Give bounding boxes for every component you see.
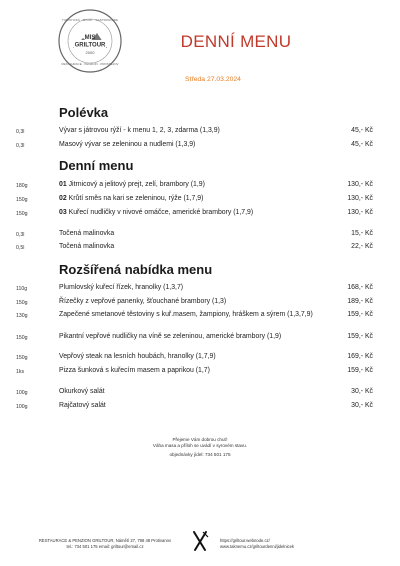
page-title: DENNÍ MENU — [180, 32, 292, 51]
item-weight: 180g — [16, 183, 28, 189]
item-weight: 150g — [16, 211, 28, 217]
item-price: 22,- Kč — [351, 243, 373, 250]
item-name: Rajčatový salát — [59, 402, 106, 409]
item-price: 130,- Kč — [347, 181, 373, 188]
item-price: 30,- Kč — [351, 388, 373, 395]
item-name-wrap — [59, 311, 327, 319]
item-name: Okurkový salát — [59, 388, 105, 395]
section-heading: Rozšířená nabídka menu — [59, 262, 213, 277]
item-weight: 0,5l — [16, 245, 25, 251]
item-number: 03 — [59, 209, 67, 216]
item-name-wrap — [59, 195, 327, 203]
item-name: Masový vývar se zeleninou a nudlemi (1,3,9) — [59, 141, 196, 148]
item-price: 159,- Kč — [347, 333, 373, 340]
item-name-wrap — [59, 298, 327, 306]
item-price: 45,- Kč — [351, 141, 373, 148]
item-number: 02 — [59, 195, 67, 202]
item-name: Řízečky z vepřové panenky, šťouchané brambory (1,3) — [59, 298, 227, 305]
menu-date: Středa 27.03.2024 — [185, 76, 241, 83]
item-name: Točená malinovka — [59, 243, 115, 250]
item-weight: 0,3l — [16, 232, 25, 238]
item-weight: 150g — [16, 197, 28, 203]
footer-note-2: Váha masa a příloh se uvádí v syrovém stavu. — [152, 443, 248, 448]
logo-top-text: TURISTICKÁ · SPORT · GASTRONOMIE — [62, 18, 118, 22]
item-price: 130,- Kč — [347, 209, 373, 216]
menu-item — [0, 298, 400, 310]
item-name-wrap — [59, 230, 327, 238]
logo-mis: MIS — [84, 35, 96, 41]
item-name: Vepřový steak na lesních houbách, hranolky (1,7,9) — [59, 353, 216, 360]
footer-address: RESTAURACE & PENZION GRILTOUR, Námětí 27, 798 48 Protivanov — [38, 538, 172, 543]
item-weight: 0,3l — [16, 129, 25, 135]
item-name: Točená malinovka — [59, 230, 115, 237]
menu-item — [0, 388, 400, 400]
menu-item — [0, 195, 400, 207]
footer-web-1[interactable]: https://griltour.webnode.cz/ — [220, 538, 270, 543]
item-price: 30,- Kč — [351, 402, 373, 409]
item-name-wrap — [59, 243, 327, 251]
item-price: 159,- Kč — [347, 311, 373, 318]
item-price: 15,- Kč — [351, 230, 373, 237]
item-price: 168,- Kč — [347, 284, 373, 291]
menu-item — [0, 209, 400, 221]
footer-note-1: Přejeme Vám dobrou chuť! — [172, 437, 228, 442]
item-weight: 150g — [16, 300, 28, 306]
menu-item — [0, 181, 400, 193]
menu-item — [0, 127, 400, 139]
menu-item — [0, 230, 400, 242]
item-name: Pizza šunková s kuřecím masem a paprikou (1,7) — [59, 367, 210, 374]
item-name-wrap — [59, 127, 327, 135]
item-name-wrap — [59, 367, 327, 375]
item-name-wrap — [59, 388, 327, 396]
item-name-wrap — [59, 209, 327, 217]
item-weight: 0,3l — [16, 143, 25, 149]
item-name: Krůtí směs na kari se zeleninou, rýže (1,7,9) — [68, 195, 204, 202]
menu-item — [0, 311, 400, 323]
menu-item — [0, 243, 400, 255]
menu-item — [0, 402, 400, 414]
section-heading: Denní menu — [59, 158, 134, 173]
item-name-wrap — [59, 353, 327, 361]
item-weight: 150g — [16, 335, 28, 341]
menu-item — [0, 141, 400, 153]
item-weight: 150g — [16, 355, 28, 361]
fork-knife-icon — [191, 530, 209, 554]
item-name: Jitrnicový a jelitový prejt, zelí, brambory (1,9) — [68, 181, 205, 188]
logo-griltour: GRILTOUR — [74, 42, 106, 49]
menu-item — [0, 333, 400, 345]
menu-item — [0, 367, 400, 379]
logo-year: 2000 — [85, 50, 95, 55]
logo-bottom-text: RESTAURACE · PENZION · PROSTĚJOV — [61, 62, 119, 66]
item-price: 189,- Kč — [347, 298, 373, 305]
item-price: 159,- Kč — [347, 367, 373, 374]
item-name-wrap — [59, 181, 327, 189]
item-name: Pikantní vepřové nudličky na víně se zeleninou, americké brambory (1,9) — [59, 333, 282, 340]
item-name: Plumlovský kuřecí řízek, hranolky (1,3,7) — [59, 284, 184, 291]
item-weight: 130g — [16, 313, 28, 319]
item-weight: 1ks — [16, 369, 25, 375]
menu-item — [0, 284, 400, 296]
item-price: 130,- Kč — [347, 195, 373, 202]
footer-order-phone: objednávky jídel: 734 501 175 — [169, 452, 231, 457]
item-price: 45,- Kč — [351, 127, 373, 134]
item-name-wrap — [59, 284, 327, 292]
item-name: Zapečené smetanové těstoviny s kuř.masem, žampiony, hráškem a sýrem (1,3,7,9) — [59, 311, 313, 318]
item-weight: 100g — [16, 404, 28, 410]
item-name-wrap — [59, 402, 327, 410]
item-weight: 100g — [16, 390, 28, 396]
item-name-wrap — [59, 333, 327, 341]
footer-web-2[interactable]: www.taknemu.cz/griltourdenni/jidelnicek — [220, 544, 295, 549]
item-name: Kuřecí nudličky v nivové omáčce, americké brambory (1,7,9) — [68, 209, 254, 216]
section-heading: Polévka — [59, 105, 109, 120]
item-weight: 110g — [16, 286, 28, 292]
item-number: 01 — [59, 181, 67, 188]
footer-contact: tel.: 734 501 175 email: griltour@email.cz — [66, 544, 144, 549]
menu-item — [0, 353, 400, 365]
item-price: 169,- Kč — [347, 353, 373, 360]
item-name: Vývar s játrovou rýží - k menu 1, 2, 3, zdarma (1,3,9) — [59, 127, 220, 134]
item-name-wrap — [59, 141, 327, 149]
